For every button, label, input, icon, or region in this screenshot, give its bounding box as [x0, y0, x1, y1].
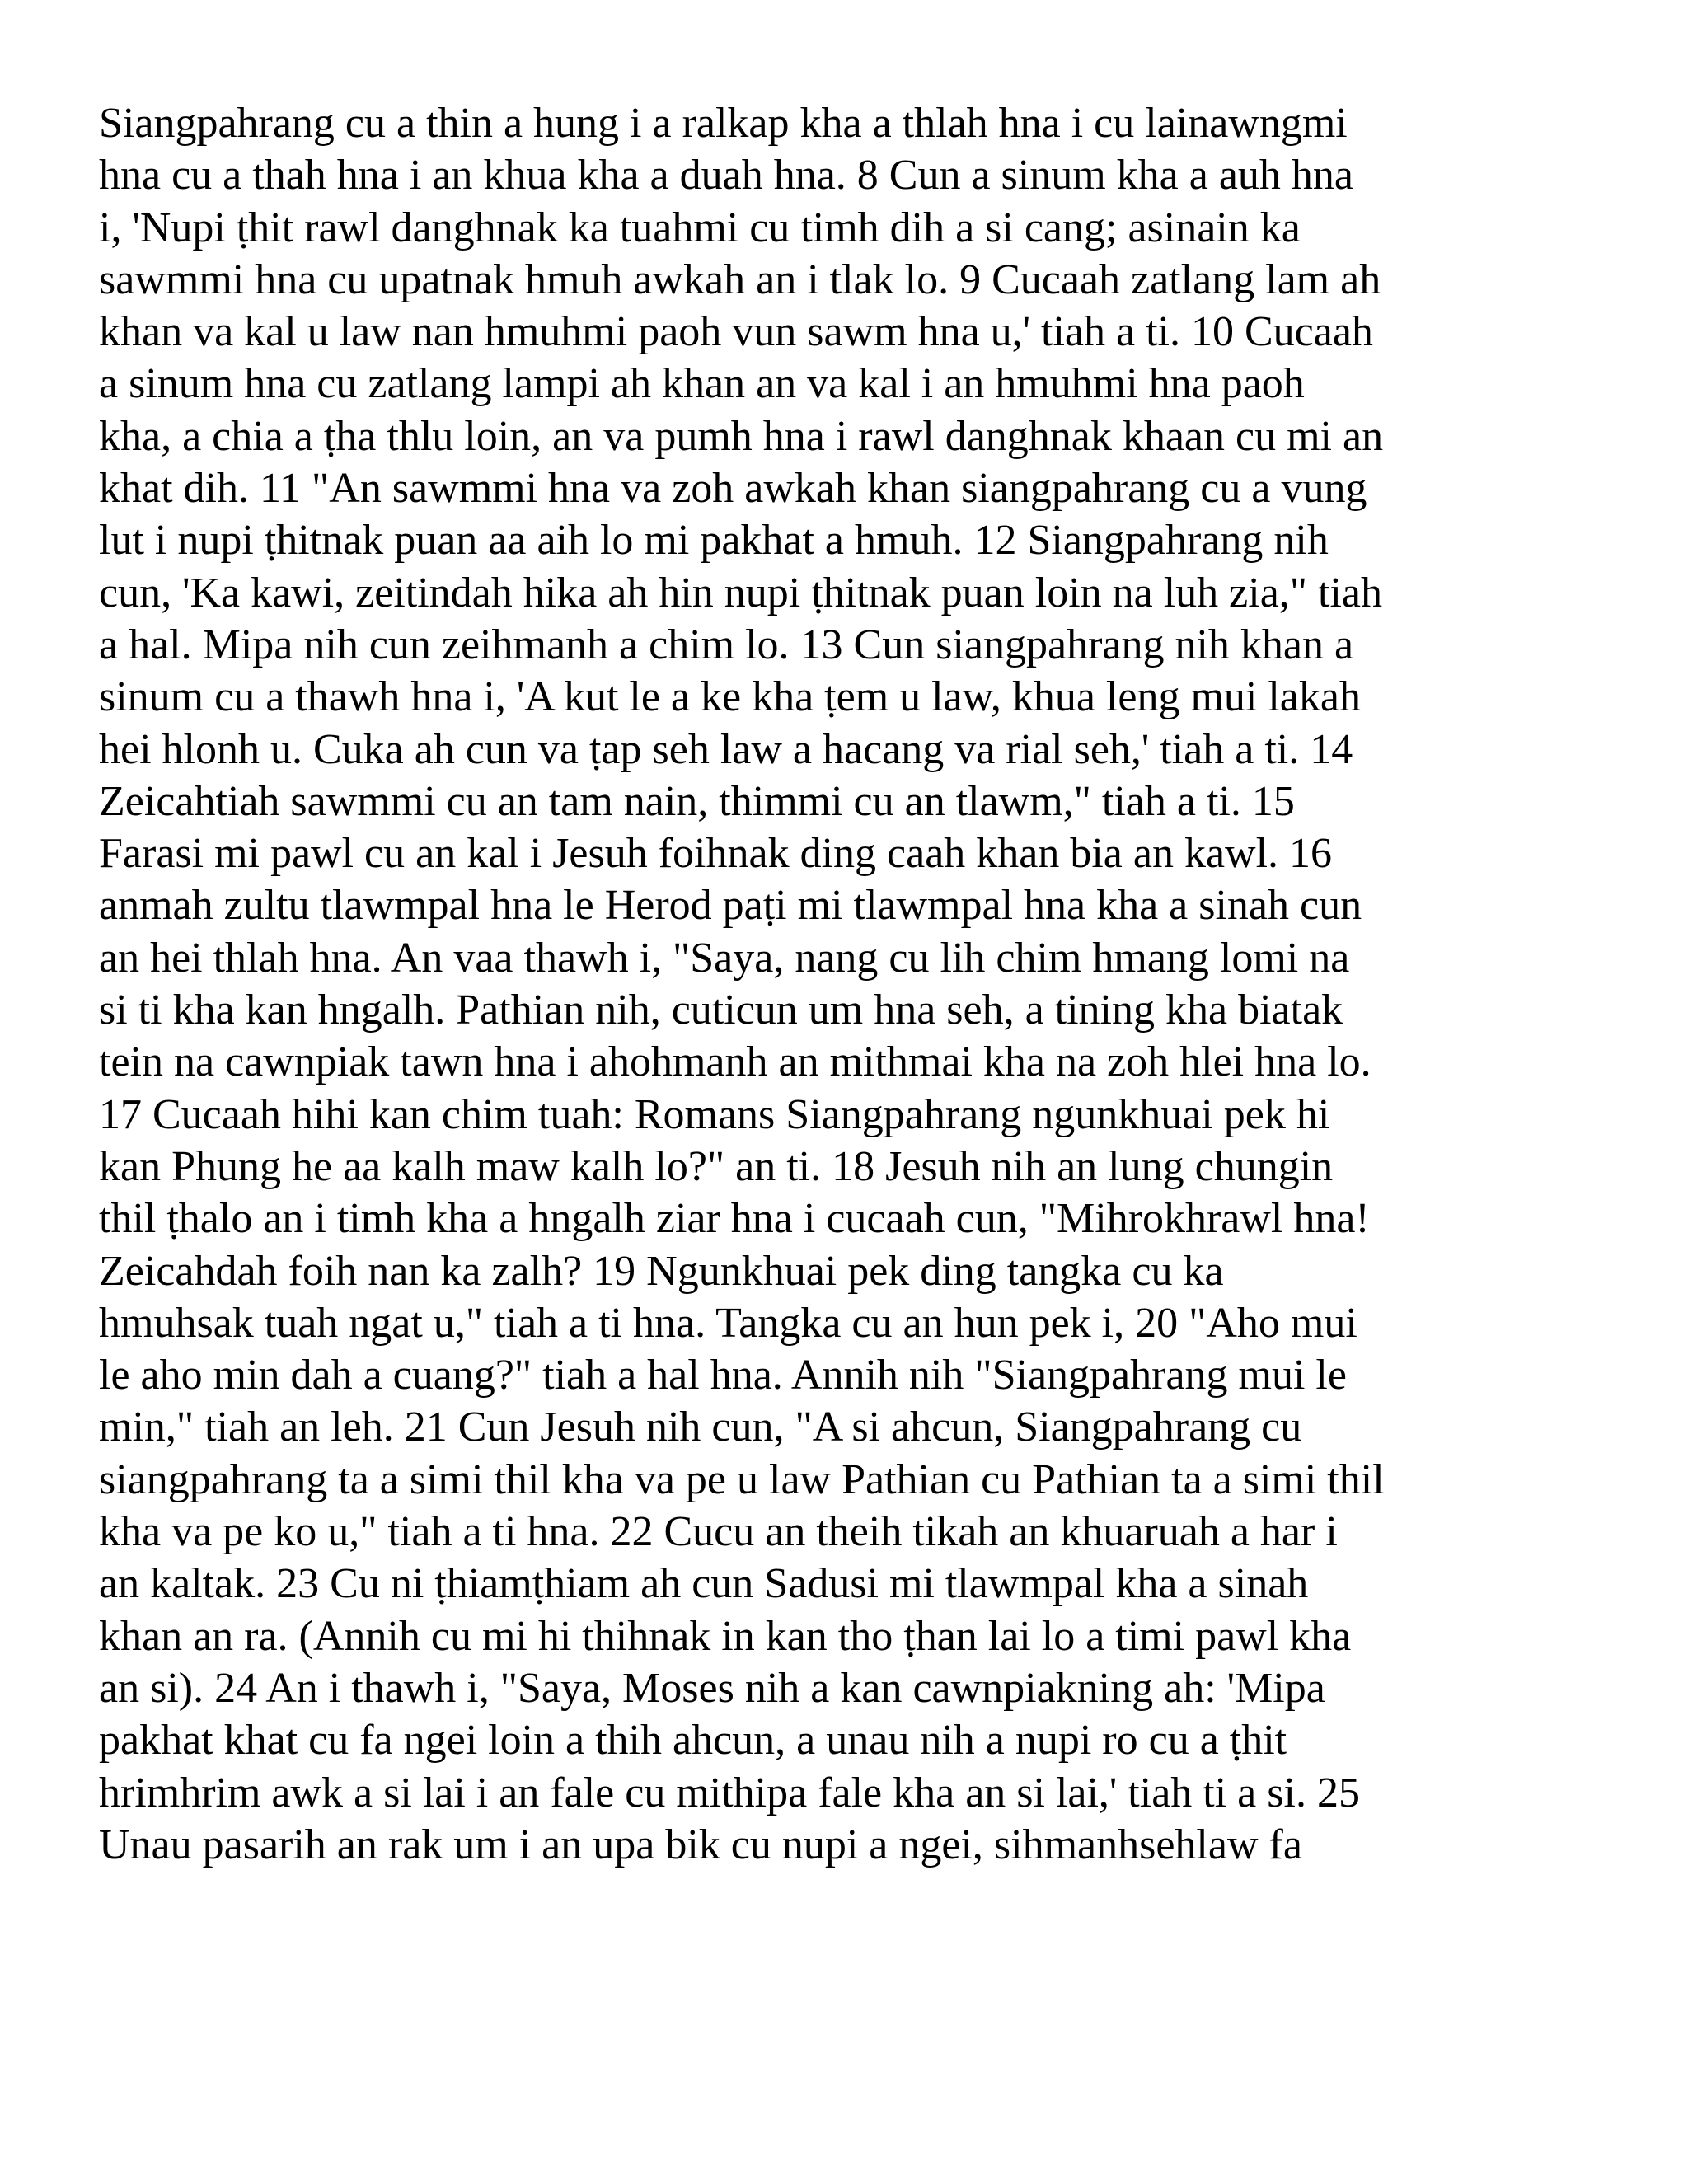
text-line: an si). 24 An i thawh i, "Saya, Moses nih a kan cawnpiakning ah: 'Mipa	[99, 1664, 1325, 1712]
text-line: hrimhrim awk a si lai i an fale cu mithipa fale kha an si lai,' tiah ti a si. 25	[99, 1769, 1360, 1816]
body-text	[99, 97, 1607, 1871]
text-line: Farasi mi pawl cu an kal i Jesuh foihnak ding caah khan bia an kawl. 16	[99, 830, 1333, 878]
text-line: khan an ra. (Annih cu mi hi thihnak in kan tho ṭhan lai lo a timi pawl kha	[99, 1612, 1352, 1660]
text-line: anmah zultu tlawmpal hna le Herod paṭi mi tlawmpal hna kha a sinah cun	[99, 882, 1362, 930]
text-line: a hal. Mipa nih cun zeihmanh a chim lo. 13 Cun siangpahrang nih khan a	[99, 621, 1354, 668]
text-line: thil ṭhalo an i timh kha a hngalh ziar hna i cucaah cun, "Mihrokhrawl hna!	[99, 1195, 1370, 1243]
text-line: lut i nupi ṭhitnak puan aa aih lo mi pakhat a hmuh. 12 Siangpahrang nih	[99, 517, 1329, 565]
text-line: Zeicahdah foih nan ka zalh? 19 Ngunkhuai pek ding tangka cu ka	[99, 1247, 1224, 1295]
text-line: le aho min dah a cuang?" tiah a hal hna. Annih nih "Siangpahrang mui le	[99, 1352, 1347, 1399]
text-line: hmuhsak tuah ngat u," tiah a ti hna. Tangka cu an hun pek i, 20 "Aho mui	[99, 1299, 1357, 1347]
text-line: i, 'Nupi ṭhit rawl danghnak ka tuahmi cu timh dih a si cang; asinain ka	[99, 204, 1301, 251]
text-line: kha va pe ko u," tiah a ti hna. 22 Cucu an theih tikah an khuaruah a har i	[99, 1508, 1338, 1556]
text-line: sawmmi hna cu upatnak hmuh awkah an i tlak lo. 9 Cucaah zatlang lam ah	[99, 255, 1381, 303]
text-line: Zeicahtiah sawmmi cu an tam nain, thimmi cu an tlawm," tiah a ti. 15	[99, 777, 1295, 825]
text-line: kha, a chia a ṭha thlu loin, an va pumh hna i rawl danghnak khaan cu mi an	[99, 412, 1384, 460]
text-line: si ti kha kan hngalh. Pathian nih, cuticun um hna seh, a tining kha biatak	[99, 987, 1343, 1034]
text-line: Siangpahrang cu a thin a hung i a ralkap kha a thlah hna i cu lainawngmi	[99, 100, 1348, 147]
text-line: khat dih. 11 "An sawmmi hna va zoh awkah khan siangpahrang cu a vung	[99, 465, 1367, 513]
text-line: min," tiah an leh. 21 Cun Jesuh nih cun, "A si ahcun, Siangpahrang cu	[99, 1404, 1302, 1451]
text-line: tein na cawnpiak tawn hna i ahohmanh an mithmai kha na zoh hlei hna lo.	[99, 1038, 1372, 1086]
text-line: sinum cu a thawh hna i, 'A kut le a ke kha ṭem u law, khua leng mui lakah	[99, 673, 1361, 721]
text-line: cun, 'Ka kawi, zeitindah hika ah hin nupi ṭhitnak puan loin na luh zia," tiah	[99, 569, 1382, 616]
text-line: pakhat khat cu fa ngei loin a thih ahcun, a unau nih a nupi ro cu a ṭhit	[99, 1717, 1287, 1765]
text-line: an kaltak. 23 Cu ni ṭhiamṭhiam ah cun Sadusi mi tlawmpal kha a sinah	[99, 1560, 1309, 1608]
text-line: hei hlonh u. Cuka ah cun va ṭap seh law a hacang va rial seh,' tiah a ti. 14	[99, 725, 1353, 773]
text-line: a sinum hna cu zatlang lampi ah khan an va kal i an hmuhmi hna paoh	[99, 360, 1305, 408]
text-line: Unau pasarih an rak um i an upa bik cu nupi a ngei, sihmanhsehlaw fa	[99, 1821, 1302, 1868]
text-line: khan va kal u law nan hmuhmi paoh vun sawm hna u,' tiah a ti. 10 Cucaah	[99, 308, 1373, 356]
text-line: an hei thlah hna. An vaa thawh i, "Saya, nang cu lih chim hmang lomi na	[99, 934, 1350, 982]
text-line: kan Phung he aa kalh maw kalh lo?" an ti. 18 Jesuh nih an lung chungin	[99, 1142, 1334, 1190]
text-line: hna cu a thah hna i an khua kha a duah hna. 8 Cun a sinum kha a auh hna	[99, 152, 1353, 199]
text-line: 17 Cucaah hihi kan chim tuah: Romans Siangpahrang ngunkhuai pek hi	[99, 1090, 1330, 1138]
text-line: siangpahrang ta a simi thil kha va pe u law Pathian cu Pathian ta a simi thil	[99, 1455, 1385, 1503]
